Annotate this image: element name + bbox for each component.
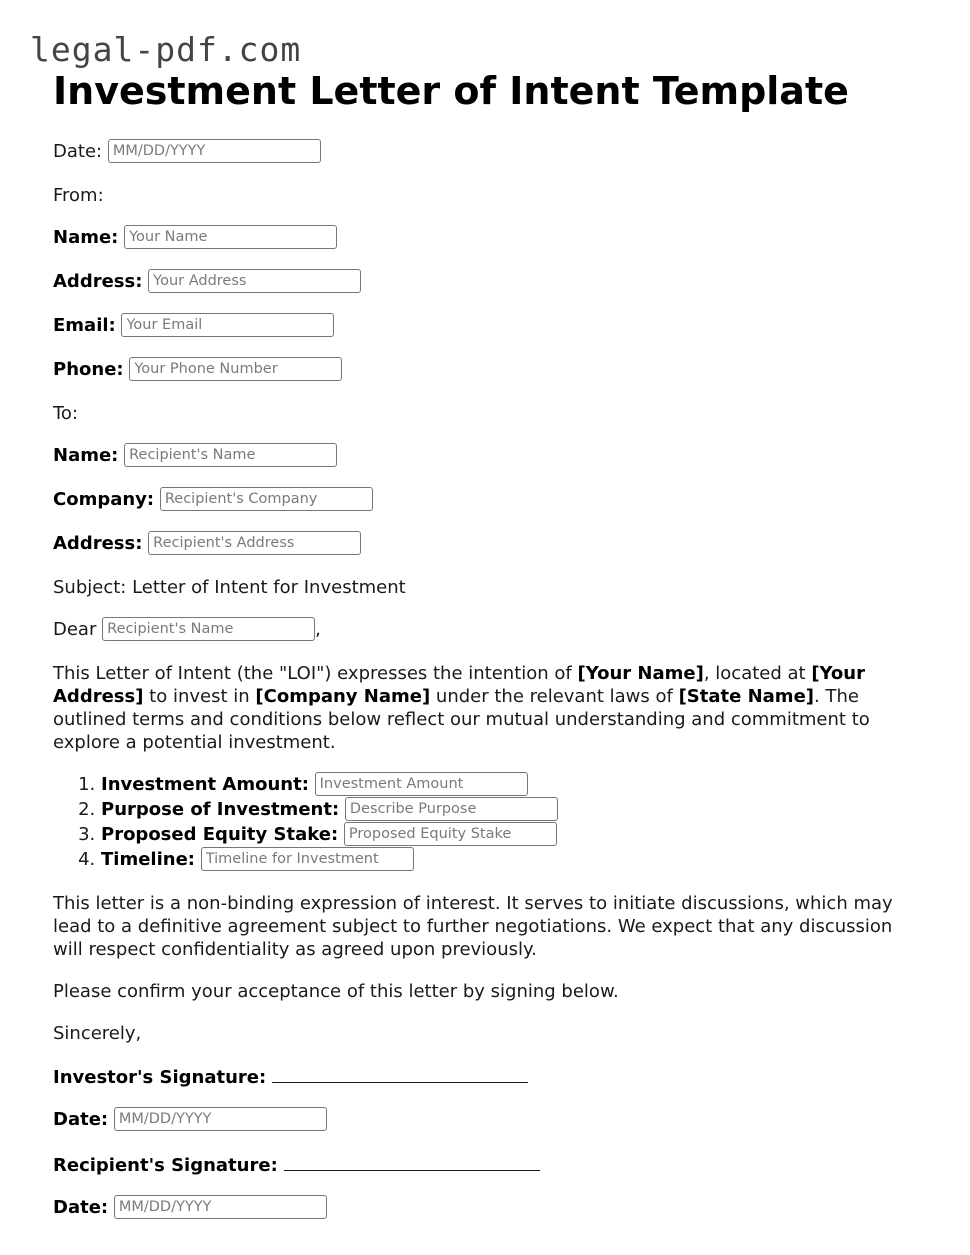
term-item	[101, 847, 923, 872]
investor-signature-line[interactable]	[272, 1064, 528, 1083]
investor-date-row	[53, 1108, 923, 1132]
from-email-label: Email:	[53, 315, 116, 336]
investment-amount-input[interactable]	[315, 772, 528, 796]
date-row	[53, 140, 923, 164]
watermark-text: legal-pdf.com	[30, 30, 302, 69]
term-label: Investment Amount:	[101, 774, 309, 795]
recipient-date-input[interactable]	[114, 1195, 327, 1219]
timeline-input[interactable]	[201, 847, 414, 871]
from-address-input[interactable]	[148, 269, 361, 293]
greeting-word: Dear	[53, 619, 97, 640]
to-heading: To:	[53, 403, 79, 424]
from-phone-row	[53, 358, 923, 382]
recipient-date-row	[53, 1196, 923, 1220]
term-item	[101, 797, 923, 822]
recipient-date-label: Date:	[53, 1197, 109, 1218]
to-company-row	[53, 488, 923, 512]
confirm-paragraph: Please confirm your acceptance of this letter by signing below.	[53, 981, 619, 1002]
from-heading: From:	[53, 185, 104, 206]
to-address-row	[53, 532, 923, 556]
term-label: Proposed Equity Stake:	[101, 824, 339, 845]
intro-text-5: . The outlined terms and conditions below reflect our mutual understanding and commitment to explore a potential investment.	[53, 686, 870, 753]
term-item	[101, 822, 923, 847]
intro-text-1: This Letter of Intent (the "LOI") expresses the intention of	[53, 663, 578, 684]
to-name-input[interactable]	[124, 443, 337, 467]
closing-line: Sincerely,	[53, 1023, 142, 1044]
from-phone-label: Phone:	[53, 359, 124, 380]
recipient-signature-row	[53, 1152, 923, 1178]
intro-company-name: [Company Name]	[255, 686, 431, 707]
intro-paragraph	[53, 662, 923, 754]
intro-text-2: , located at	[703, 663, 812, 684]
intro-state-name: [State Name]	[678, 686, 814, 707]
from-address-label: Address:	[53, 271, 143, 292]
greeting-recipient-input[interactable]	[102, 617, 315, 641]
from-name-input[interactable]	[124, 225, 337, 249]
from-email-input[interactable]	[121, 313, 334, 337]
from-name-row	[53, 226, 923, 250]
term-label: Timeline:	[101, 849, 195, 870]
recipient-signature-label: Recipient's Signature:	[53, 1155, 278, 1176]
page-title: Investment Letter of Intent Template	[53, 69, 849, 113]
purpose-input[interactable]	[345, 797, 558, 821]
to-address-input[interactable]	[148, 531, 361, 555]
to-name-label: Name:	[53, 445, 119, 466]
date-label: Date:	[53, 141, 103, 162]
intro-your-name: [Your Name]	[577, 663, 704, 684]
from-name-label: Name:	[53, 227, 119, 248]
greeting-punct: ,	[315, 619, 321, 640]
subject-line: Subject: Letter of Intent for Investment	[53, 577, 406, 598]
from-phone-input[interactable]	[129, 357, 342, 381]
term-label: Purpose of Investment:	[101, 799, 340, 820]
to-name-row	[53, 444, 923, 468]
from-address-row	[53, 270, 923, 294]
term-item	[101, 772, 923, 797]
investor-date-label: Date:	[53, 1109, 109, 1130]
greeting-row	[53, 618, 923, 642]
investor-signature-label: Investor's Signature:	[53, 1067, 267, 1088]
to-company-label: Company:	[53, 489, 155, 510]
intro-text-3: to invest in	[143, 686, 256, 707]
nonbinding-paragraph: This letter is a non-binding expression of interest. It serves to initiate discussions, which may lead to a definitive agreement subject to further negotiations. We expect that any discussion will respect confidentiality as agreed upon previously.	[53, 893, 893, 960]
intro-text-4: under the relevant laws of	[430, 686, 679, 707]
recipient-signature-line[interactable]	[284, 1152, 540, 1171]
investor-date-input[interactable]	[114, 1107, 327, 1131]
date-input[interactable]	[108, 139, 321, 163]
to-company-input[interactable]	[160, 487, 373, 511]
from-email-row	[53, 314, 923, 338]
letter-page	[53, 66, 923, 1220]
to-address-label: Address:	[53, 533, 143, 554]
terms-list	[53, 772, 923, 872]
intro-your-address: [Your Address]	[53, 663, 865, 707]
investor-signature-row	[53, 1064, 923, 1090]
equity-stake-input[interactable]	[344, 822, 557, 846]
